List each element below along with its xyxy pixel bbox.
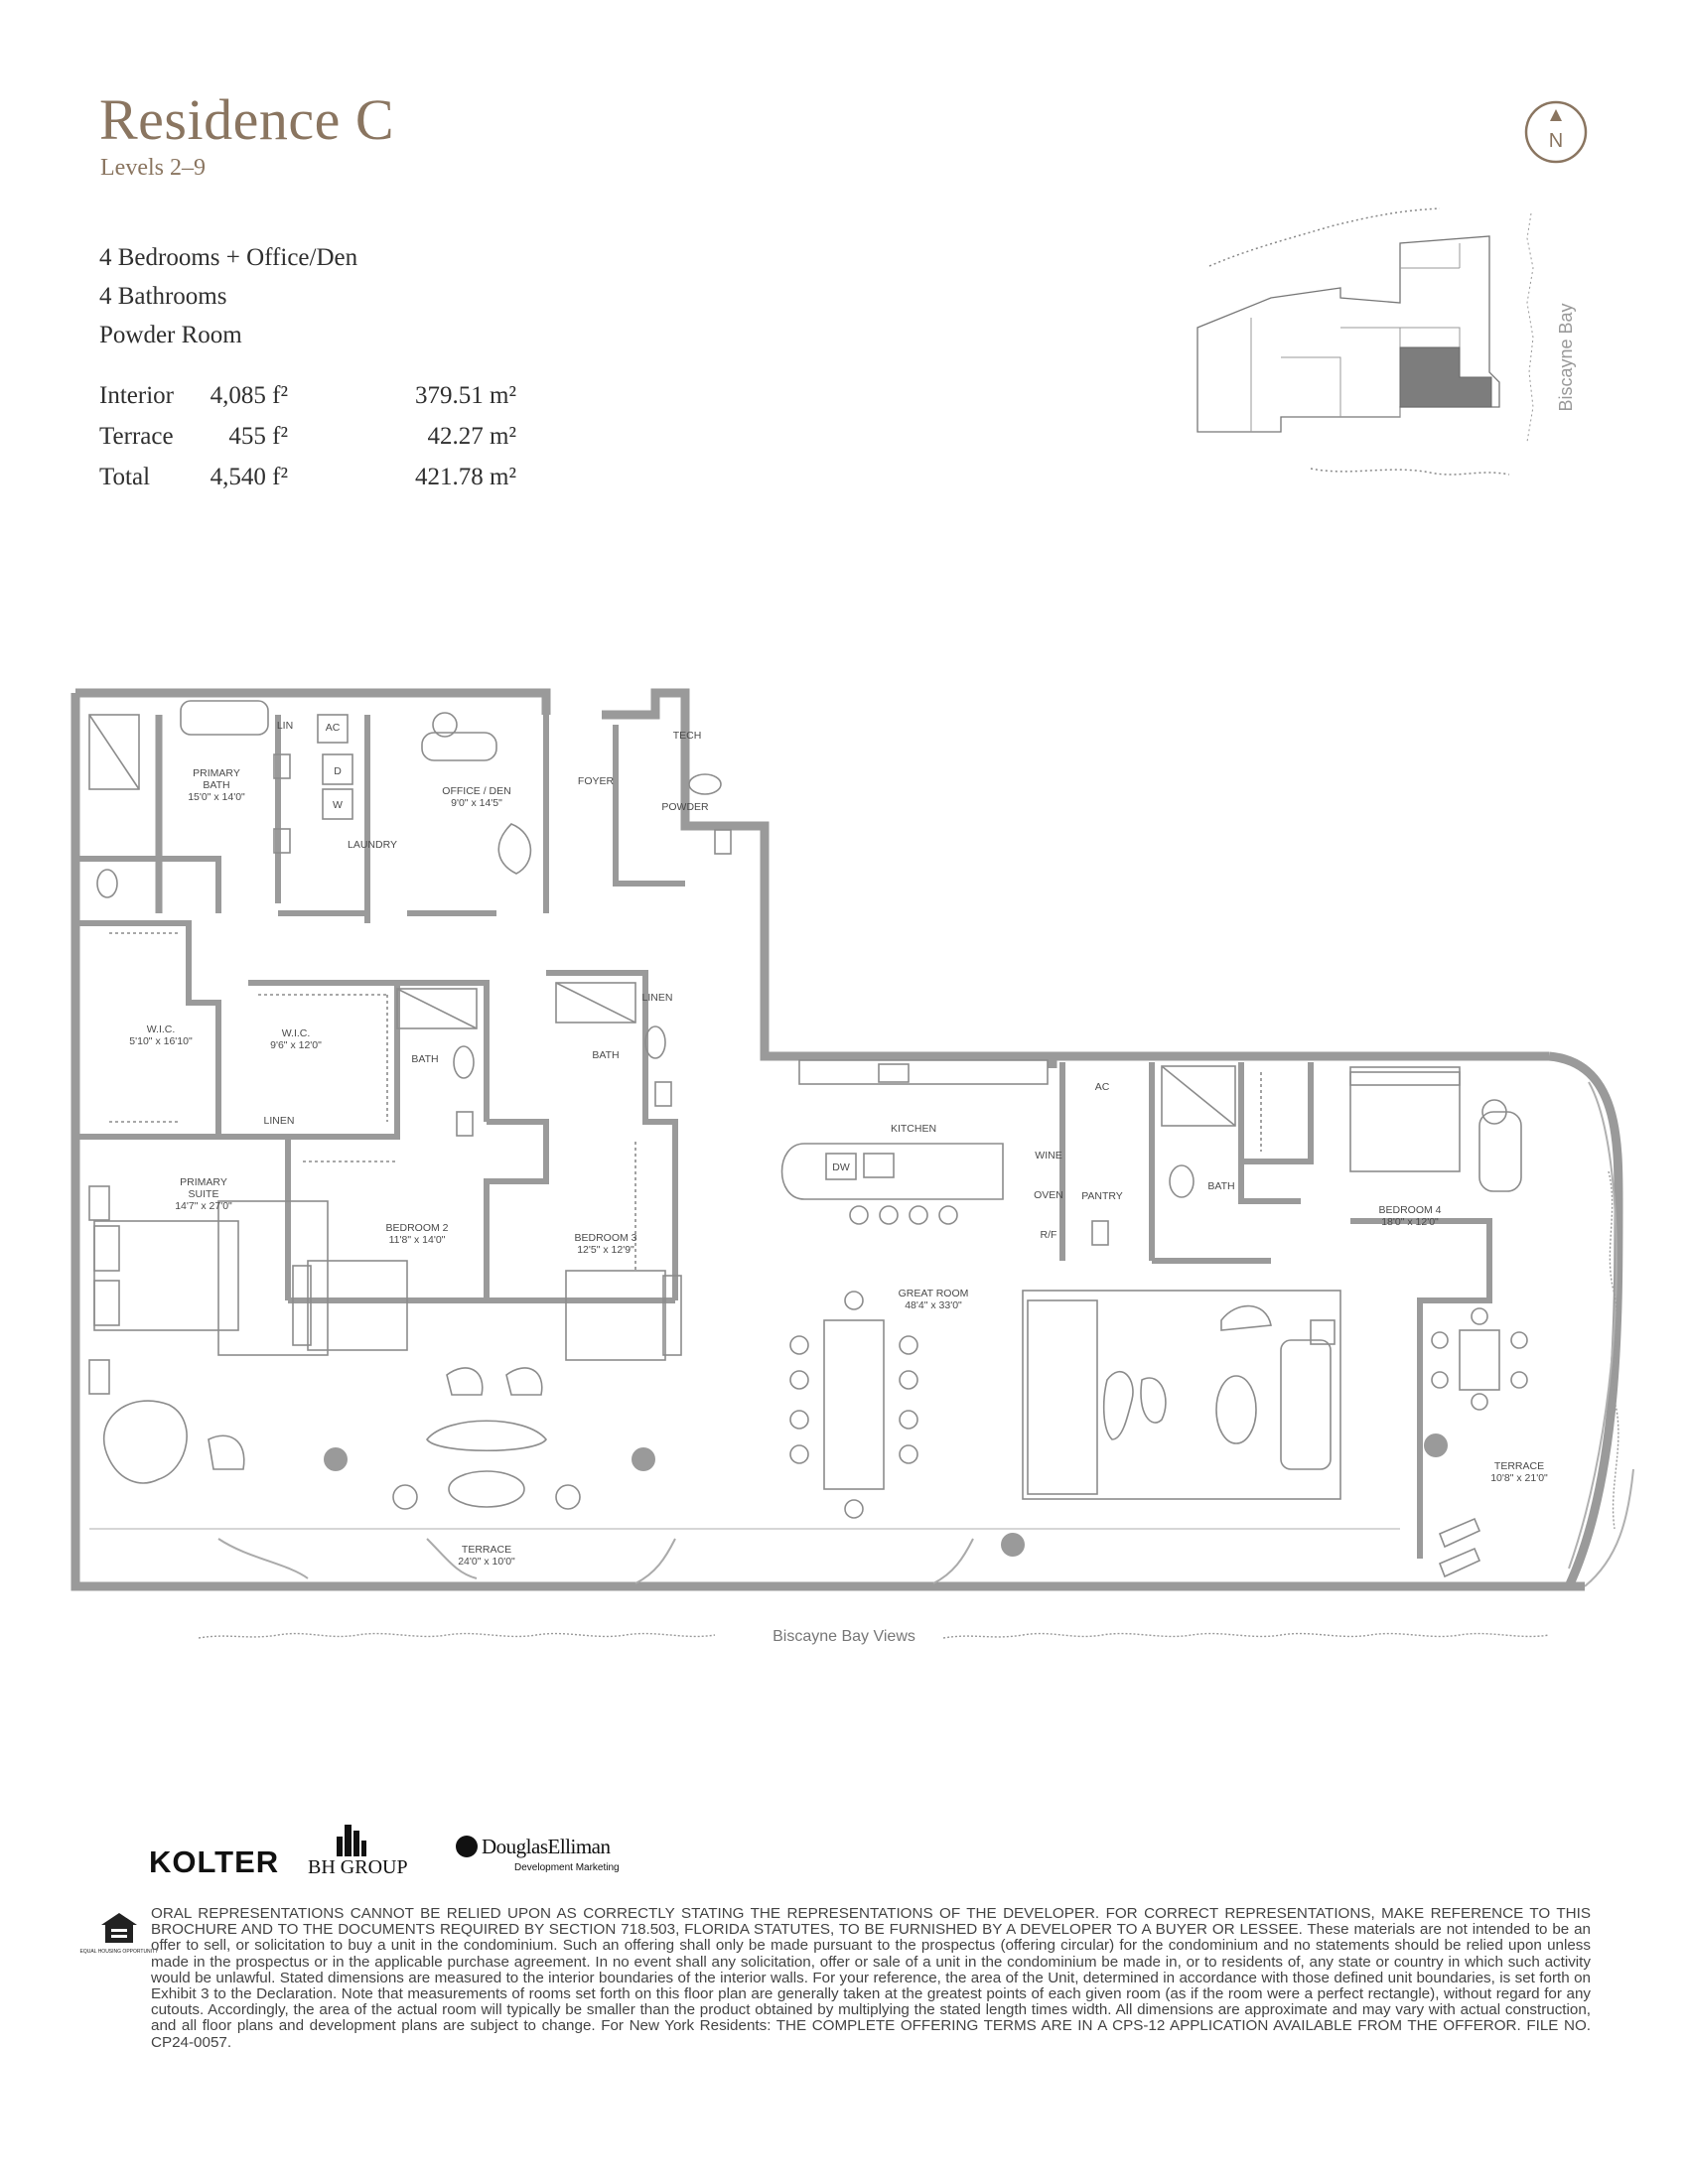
room-label: R/F <box>1040 1229 1057 1241</box>
room-label: PANTRY <box>1081 1190 1123 1202</box>
room-label: LINEN <box>263 1115 295 1127</box>
room-label: TECH <box>672 730 702 742</box>
douglas-elliman-sub: Development Marketing <box>514 1862 620 1873</box>
room-label: TERRACE <box>461 1544 512 1556</box>
area-sqft: 4,540 f² <box>210 464 288 490</box>
page-title: Residence C <box>99 87 395 152</box>
room-label: W.I.C. <box>281 1027 311 1039</box>
room-dimension: 48'4" x 33'0" <box>905 1299 962 1311</box>
key-plan <box>1192 208 1609 496</box>
room-label: BATH <box>592 1049 620 1061</box>
room-label: D <box>334 765 342 777</box>
room-label: SUITE <box>188 1188 219 1200</box>
feature-item: 4 Bedrooms + Office/Den <box>99 244 358 271</box>
room-label: BATH <box>1207 1180 1235 1192</box>
room-label: FOYER <box>577 775 615 787</box>
room-dimension: 14'7" x 27'0" <box>175 1200 232 1212</box>
room-dimension: 5'10" x 16'10" <box>129 1035 193 1047</box>
room-label: BEDROOM 4 <box>1378 1204 1442 1216</box>
bh-group-logo: BH GROUP <box>308 1856 408 1878</box>
room-dimension: 9'0" x 14'5" <box>451 797 502 809</box>
room-label: PRIMARY <box>180 1176 227 1188</box>
area-sqm: 379.51 m² <box>415 382 516 409</box>
room-dimension: 18'0" x 12'0" <box>1381 1216 1439 1228</box>
room-label: W <box>333 799 343 811</box>
room-label: LINEN <box>641 992 673 1004</box>
area-label: Total <box>99 464 151 490</box>
page-subtitle: Levels 2–9 <box>100 155 206 181</box>
area-label: Interior <box>99 382 174 409</box>
room-dimension: 11'8" x 14'0" <box>388 1234 446 1246</box>
room-label: BATH <box>203 779 230 791</box>
area-label: Terrace <box>99 423 174 450</box>
floor-plan <box>70 685 1638 1628</box>
room-label: OFFICE / DEN <box>442 785 511 797</box>
room-dimension: 10'8" x 21'0" <box>1490 1472 1548 1484</box>
area-sqft: 455 f² <box>228 423 288 450</box>
area-row <box>99 464 516 504</box>
area-row <box>99 382 516 423</box>
room-label: AC <box>1094 1081 1110 1093</box>
feature-item: 4 Bathrooms <box>99 283 227 310</box>
compass-letter: N <box>1548 130 1564 152</box>
room-label: OVEN <box>1034 1189 1063 1201</box>
room-label: AC <box>325 722 341 734</box>
room-dimension: 15'0" x 14'0" <box>188 791 245 803</box>
developer-logos <box>149 1827 645 1896</box>
room-dimension: 24'0" x 10'0" <box>458 1556 515 1568</box>
room-label: BATH <box>411 1053 439 1065</box>
area-sqm: 421.78 m² <box>415 464 516 490</box>
douglas-elliman-logo: DouglasElliman <box>482 1835 611 1858</box>
views-label: Biscayne Bay Views <box>773 1628 915 1645</box>
keyplan-water-label: Biscayne Bay <box>1556 303 1576 412</box>
room-label: POWDER <box>661 801 709 813</box>
room-label: DW <box>832 1161 850 1173</box>
equal-housing-label: EQUAL HOUSING OPPORTUNITY <box>79 1949 159 1955</box>
douglas-elliman-icon <box>455 1835 479 1858</box>
feature-item: Powder Room <box>99 322 242 348</box>
room-label: GREAT ROOM <box>898 1288 969 1299</box>
kolter-logo: KOLTER <box>149 1844 280 1879</box>
room-label: KITCHEN <box>890 1123 937 1135</box>
area-table <box>99 382 516 504</box>
area-row <box>99 423 516 464</box>
feature-list <box>99 238 357 354</box>
north-compass-icon <box>1523 99 1589 165</box>
legal-disclaimer: ORAL REPRESENTATIONS CANNOT BE RELIED UPON AS CORRECTLY STATING THE REPRESENTATIONS OF THE DEVELOPER. FOR CORRECT REPRESENTATIONS, MAKE REFERENCE TO THIS BROCHURE AND TO THE DOCUMENTS REQUIRED BY SECTION 718.503, FLORIDA STATUTES, TO BE FURNISHED BY A DEVELOPER TO A BUYER OR LESSEE. These materials are not intended to be an offer to sell, or solicitation to buy a unit in the condominium. Such an offering shall only be made pursuant to the prospectus (offering circular) for the condominium and no statements should be relied upon unless made in the prospectus or in the applicable purchase agreement. In no event shall any solicitation, offer or sale of a unit in the condominium be made in, or to residents of, any state or country in which such activity would be unlawful. Stated dimensions are measured to the interior boundaries of the interior walls. For your reference, the area of the Unit, determined in accordance with those defined unit boundaries, is set forth on Exhibit 3 to the Declaration. Note that measurements of rooms set forth on this floor plan are generally taken at the greatest points of each given room (as if the room were a perfect rectangle), without regard for any cutouts. Accordingly, the area of the actual room will typically be smaller than the product obtained by multiplying the stated length times width. All dimensions are approximate and may vary with actual construction, and all floor plans and development plans are subject to change. For New York Residents: THE COMPLETE OFFERING TERMS ARE IN A CPS-12 APPLICATION AVAILABLE FROM THE OFFEROR. FILE NO. CP24-0057. <box>151 1905 1591 2051</box>
room-dimension: 12'5" x 12'9" <box>577 1244 634 1256</box>
room-label: BEDROOM 3 <box>574 1232 637 1244</box>
room-label: PRIMARY <box>193 767 240 779</box>
room-label: WINE <box>1035 1150 1062 1161</box>
room-label: TERRACE <box>1493 1460 1545 1472</box>
room-label: LAUNDRY <box>348 839 397 851</box>
room-dimension: 9'6" x 12'0" <box>270 1039 322 1051</box>
room-label: LIN <box>276 720 294 732</box>
area-sqft: 4,085 f² <box>210 382 288 409</box>
room-label: BEDROOM 2 <box>385 1222 449 1234</box>
area-sqm: 42.27 m² <box>427 423 516 450</box>
equal-housing-icon <box>79 1911 159 1963</box>
room-label: W.I.C. <box>146 1024 176 1035</box>
bh-group-logo-icon <box>333 1821 372 1856</box>
